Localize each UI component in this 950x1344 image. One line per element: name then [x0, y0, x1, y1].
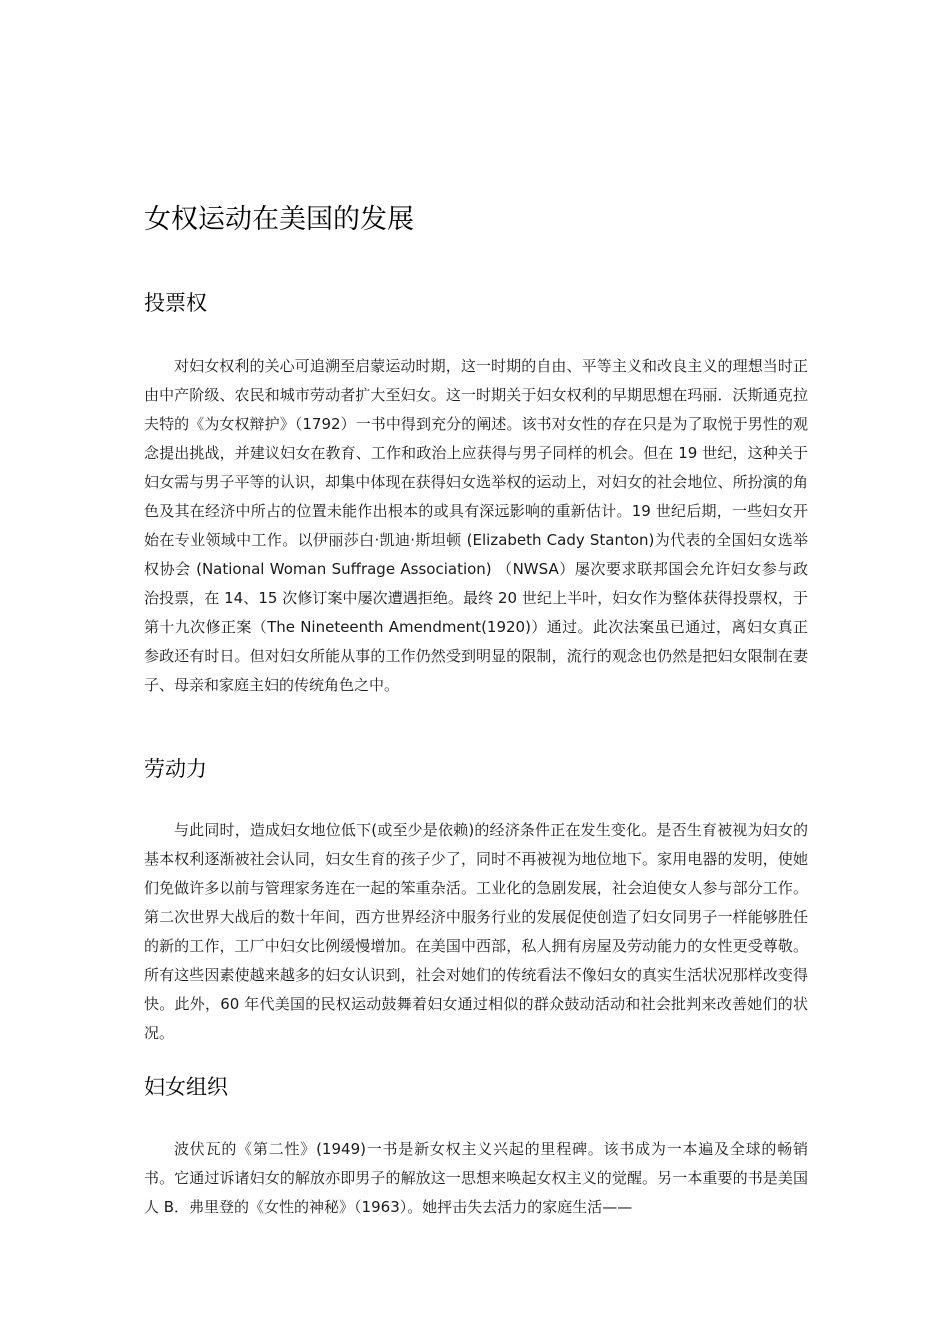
section-heading-labor-force: 劳动力	[144, 757, 207, 781]
section-paragraph-labor-force: 与此同时，造成妇女地位低下(或至少是依赖)的经济条件正在发生变化。是否生育被视为妇女的基本权利逐渐被社会认同，妇女生育的孩子少了，同时不再被视为地位地下。家用电器的发明，使她们免做许多以前与管理家务连在一起的笨重杂活。工业化的急剧发展，社会迫使女人参与部分工作。第二次世界大战后的数十年间，西方世界经济中服务行业的发展促使创造了妇女同男子一样能够胜任的新的工作，工厂中妇女比例缓慢增加。在美国中西部，私人拥有房屋及劳动能力的女性更受尊敬。所有这些因素使越来越多的妇女认识到，社会对她们的传统看法不像妇女的真实生活状况那样改变得快。此外，60 年代美国的民权运动鼓舞着妇女通过相似的群众鼓动活动和社会批判来改善她们的状况。	[144, 821, 808, 1042]
document-title: 女权运动在美国的发展	[144, 204, 414, 235]
section-paragraph-womens-organizations: 波伏瓦的《第二性》(1949)一书是新女权主义兴起的里程碑。该书成为一本遍及全球的畅销书。它通过诉诸妇女的解放亦即男子的解放这一思想来唤起女权主义的觉醒。另一本重要的书是美国人 B．弗里登的《女性的神秘》（1963）。她抨击失去活力的家庭生活——	[144, 1140, 808, 1216]
section-heading-womens-organizations: 妇女组织	[144, 1075, 228, 1099]
section-paragraph-voting-rights: 对妇女权利的关心可追溯至启蒙运动时期，这一时期的自由、平等主义和改良主义的理想当时正由中产阶级、农民和城市劳动者扩大至妇女。这一时期关于妇女权利的早期思想在玛丽．沃斯通克拉夫特的《为女权辩护》（1792）一书中得到充分的阐述。该书对女性的存在只是为了取悦于男性的观念提出挑战，并建议妇女在教育、工作和政治上应获得与男子同样的机会。但在 19 世纪，这种关于妇女需与男子平等的认识，却集中体现在获得妇女选举权的运动上，对妇女的社会地位、所扮演的角色及其在经济中所占的位置未能作出根本的或具有深远影响的重新估计。19 世纪后期，一些妇女开始在专业领域中工作。以伊丽莎白·凯迪·斯坦顿 (Elizabeth Cady Stanton)为代表的全国妇女选举权协会 (National Woman Suffrage Association) （NWSA）屡次要求联邦国会允许妇女参与政治投票，在 14、15 次修订案中屡次遭遇拒绝。最终 20 世纪上半叶，妇女作为整体获得投票权，于第十九次修正案（The Nineteenth Amendment(1920)）通过。此次法案虽已通过，离妇女真正参政还有时日。但对妇女所能从事的工作仍然受到明显的限制，流行的观念也仍然是把妇女限制在妻子、母亲和家庭主妇的传统角色之中。	[144, 357, 808, 694]
section-heading-voting-rights: 投票权	[144, 291, 207, 315]
